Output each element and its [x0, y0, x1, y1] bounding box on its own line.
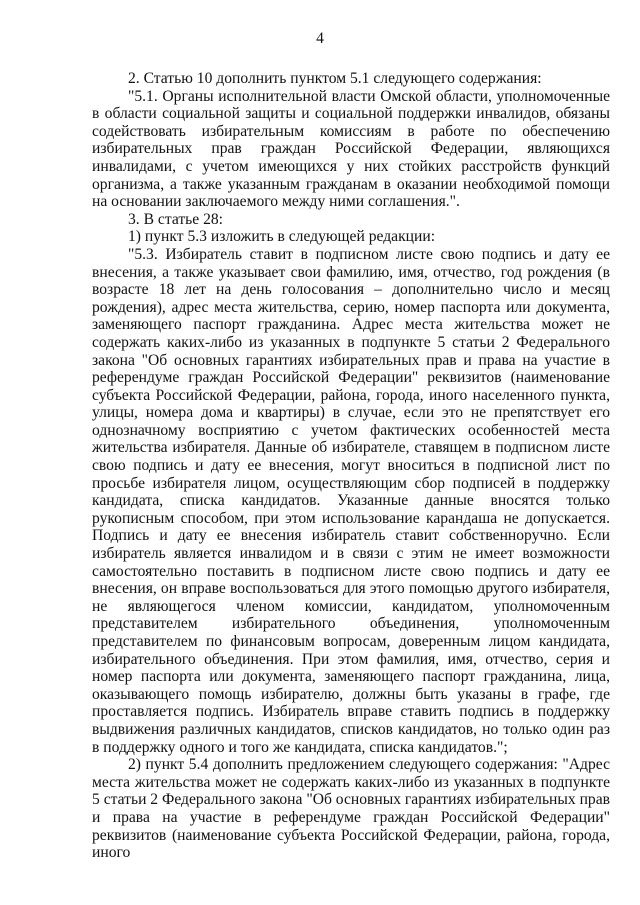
paragraph-article-10-amendment: 2. Статью 10 дополнить пунктом 5.1 следующего содержания: — [128, 70, 542, 87]
paragraph-clause-5-1: "5.1. Органы исполнительной власти Омской области, уполномоченные в области социальной защиты и социальной поддержки инвалидов, обязаны содействовать избирательным комиссиям в работе по обеспечению избирательных прав граждан Российской Федерации, являющихся инвалидами, с учетом имеющихся у них стойких расстройств функций организма, а также указанным гражданам в оказании необходимой помощи на основании заключаемого между ними соглашения.". — [92, 87, 610, 211]
paragraph-item-5-3-intro: 1) пункт 5.3 изложить в следующей редакции: — [128, 228, 436, 246]
paragraph-article-28-heading: 3. В статье 28: — [128, 210, 224, 228]
page-number: 4 — [316, 30, 324, 47]
paragraph-item-5-4: 2) пункт 5.4 дополнить предложением следующего содержания: "Адрес места жительства может не содержать каких-либо из указанных в подпункте 5 статьи 2 Федерального закона "Об основных гарантиях избирательных прав и права на участие в референдуме граждан Российской Федерации" реквизитов (наименование субъекта Российской Федерации, района, города, иного — [92, 756, 610, 862]
document-body — [92, 70, 610, 862]
paragraph-clause-5-3: "5.3. Избиратель ставит в подписном листе свою подпись и дату ее внесения, а также указывает свои фамилию, имя, отчество, год рождения (в возрасте 18 лет на день голосования – дополнительно число и месяц рождения), адрес места жительства, серию, номер паспорта или документа, заменяющего паспорт гражданина. Адрес места жительства может не содержать каких-либо из указанных в подпункте 5 статьи 2 Федерального закона "Об основных гарантиях избирательных прав и права на участие в референдуме граждан Российской Федерации" реквизитов (наименование субъекта Российской Федерации, района, города, иного населенного пункта, улицы, номера дома и квартиры) в случае, если это не препятствует его однозначному восприятию с учетом фактических особенностей места жительства избирателя. Данные об избирателе, ставящем в подписном листе свою подпись и дату ее внесения, могут вноситься в подписной лист по просьбе избирателя лицом, осуществляющим сбор подписей в поддержку кандидата, списка кандидатов. Указанные данные вносятся только рукописным способом, при этом использование карандаша не допускается. Подпись и дату ее внесения избиратель ставит собственноручно. Если избиратель является инвалидом и в связи с этим не имеет возможности самостоятельно поставить в подписном листе свою подпись и дату ее внесения, он вправе воспользоваться для этого помощью другого избирателя, не являющегося членом комиссии, кандидатом, уполномоченным представителем избирательного объединения, уполномоченным представителем по финансовым вопросам, доверенным лицом кандидата, избирательного объединения. При этом фамилия, имя, отчество, серия и номер паспорта или документа, заменяющего паспорт гражданина, лица, оказывающего помощь избирателю, должны быть указаны в графе, где проставляется подпись. Избиратель вправе ставить подпись в поддержку выдвижения различных кандидатов, списков кандидатов, но только один раз в поддержку одного и того же кандидата, списка кандидатов."; — [92, 245, 610, 756]
